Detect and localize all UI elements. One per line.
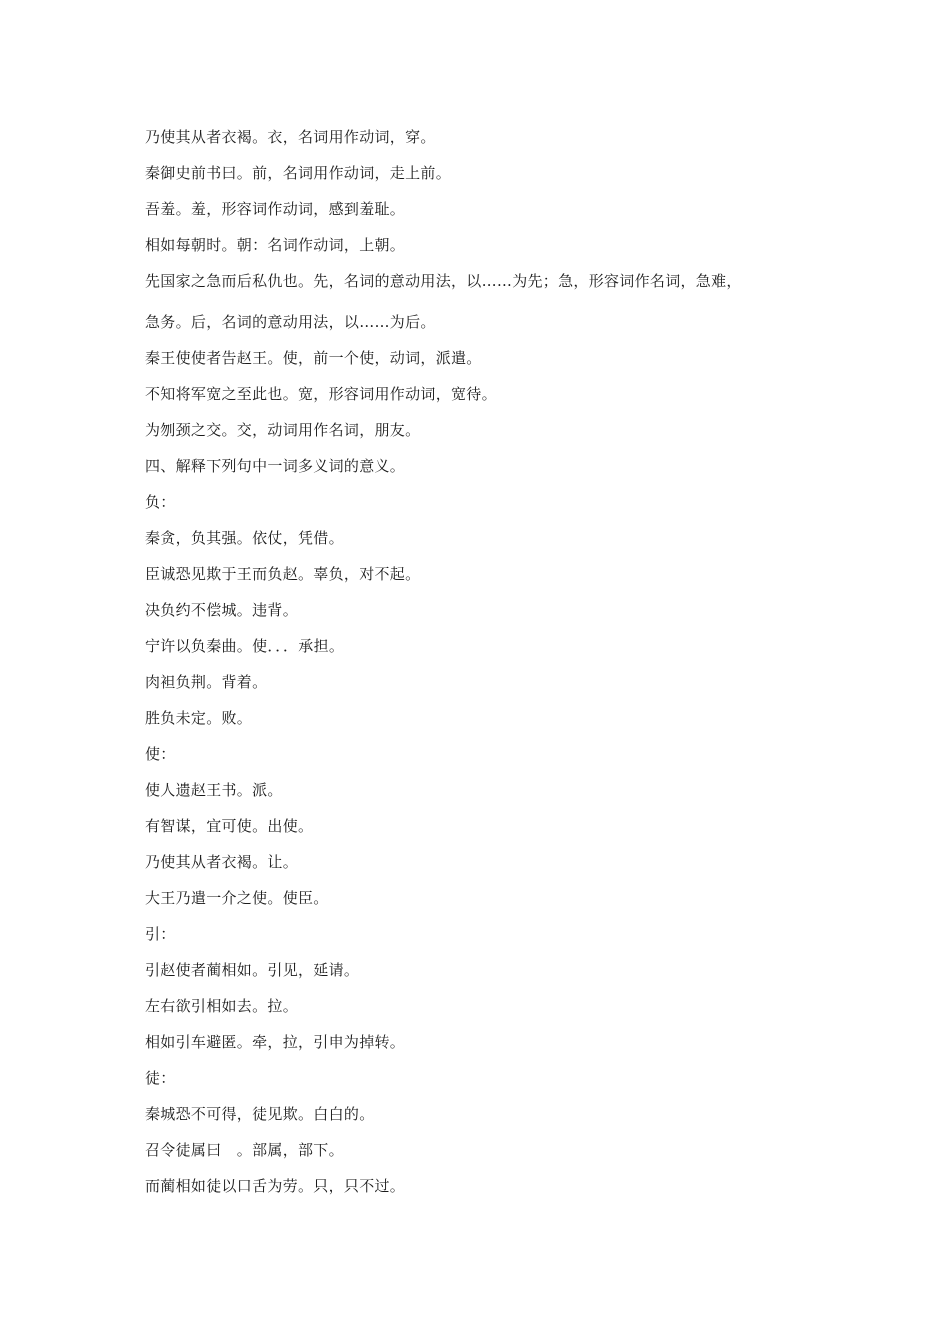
text-line: 相如每朝时。朝：名词作动词，上朝。 [145, 236, 406, 254]
text-line: 召令徒属曰 。部属，部下。 [145, 1141, 344, 1159]
term-heading: 徒： [145, 1069, 176, 1087]
term-heading: 负： [145, 493, 176, 511]
text-line: 相如引车避匿。牵，拉，引申为掉转。 [145, 1033, 406, 1051]
text-line: 秦王使使者告赵王。使，前一个使，动词，派遣。 [145, 349, 482, 367]
text-line: 秦御史前书曰。前，名词用作动词，走上前。 [145, 164, 452, 182]
text-line: 引赵使者蔺相如。引见，延请。 [145, 961, 360, 979]
text-line: 秦贪，负其强。依仗，凭借。 [145, 529, 344, 547]
text-line: 乃使其从者衣褐。让。 [145, 853, 299, 871]
text-line: 臣诚恐见欺于王而负赵。辜负，对不起。 [145, 565, 421, 583]
text-line: 急务。后，名词的意动用法，以……为后。 [145, 313, 436, 331]
text-line: 左右欲引相如去。拉。 [145, 997, 299, 1015]
text-line: 肉袒负荆。背着。 [145, 673, 268, 691]
text-line: 乃使其从者衣褐。衣，名词用作动词，穿。 [145, 128, 436, 146]
term-heading: 使： [145, 745, 176, 763]
text-line: 而蔺相如徒以口舌为劳。只，只不过。 [145, 1177, 406, 1195]
text-line: 决负约不偿城。违背。 [145, 601, 299, 619]
text-line: 宁许以负秦曲。使．．．承担。 [145, 637, 345, 655]
text-line: 不知将军宽之至此也。宽，形容词用作动词，宽待。 [145, 385, 497, 403]
text-line: 为刎颈之交。交，动词用作名词，朋友。 [145, 421, 421, 439]
text-line: 吾羞。羞，形容词作动词，感到羞耻。 [145, 200, 406, 218]
text-line: 大王乃遣一介之使。使臣。 [145, 889, 329, 907]
term-heading: 引： [145, 925, 176, 943]
text-line: 使人遗赵王书。派。 [145, 781, 283, 799]
text-line: 秦城恐不可得，徒见欺。白白的。 [145, 1105, 375, 1123]
text-line: 有智谋，宜可使。出使。 [145, 817, 314, 835]
section-heading: 四、解释下列句中一词多义词的意义。 [145, 457, 406, 475]
text-line: 先国家之急而后私仇也。先，名词的意动用法，以……为先；急，形容词作名词，急难， [145, 272, 742, 290]
text-line: 胜负未定。败。 [145, 709, 253, 727]
